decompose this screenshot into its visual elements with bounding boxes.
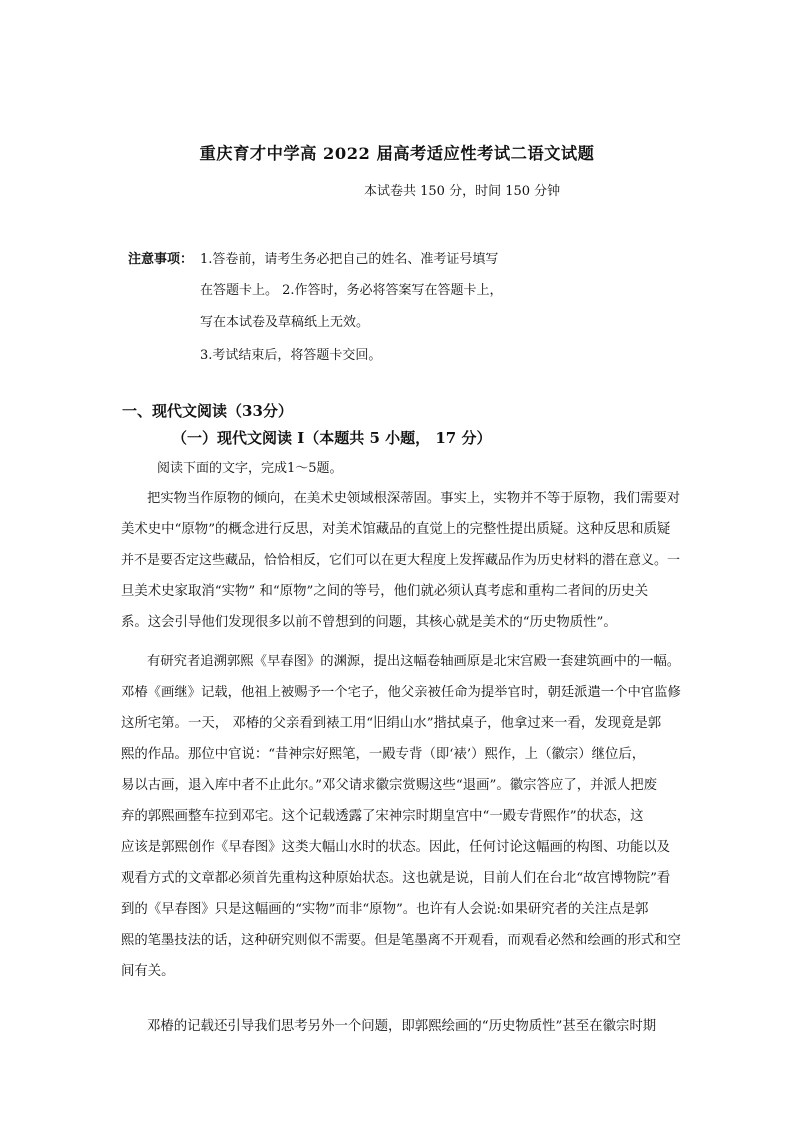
paragraph-line: 邓椿的记载还引导我们思考另外一个问题，即郭熙绘画的“历史物质性”甚至在徽宗时期 xyxy=(147,1019,657,1034)
paragraph-line: 易以古画，退入库中者不止此尔。”邓父请求徽宗赏赐这些“退画”。徽宗答应了，并派人把废 xyxy=(121,778,658,793)
notice-label: 注意事项： xyxy=(128,252,194,267)
paragraph-line: 弃的郭熙画整车拉到邓宅。这个记载透露了宋神宗时期皇宫中“一殿专背熙作”的状态，这 xyxy=(121,809,644,824)
notice-line: 在答题卡上。 2.作答时，务必将答案写在答题卡上， xyxy=(200,283,503,298)
paragraph-line: 应该是郭熙创作《早春图》这类大幅山水时的状态。因此，任何讨论这幅画的构图、功能以及 xyxy=(121,840,671,855)
exam-info: 本试卷共 150 分，时间 150 分钟 xyxy=(364,184,561,199)
reading-instruction: 阅读下面的文字，完成1～5题。 xyxy=(157,461,343,476)
paragraph-line: 熙的作品。那位中官说：“昔神宗好熙笔，一殿专背（即‘裱’）熙作，上（徽宗）继位后， xyxy=(121,747,646,762)
paragraph-line: 到的《早春图》只是这幅画的“实物”而非“原物”。也许有人会说:如果研究者的关注点是郭 xyxy=(121,902,649,917)
paragraph-line: 熙的笔墨技法的话，这种研究则似不需要。但是笔墨离不开观看，而观看必然和绘画的形式和空 xyxy=(121,933,681,948)
section-heading: 一、现代文阅读（33分） xyxy=(122,402,293,420)
paragraph-line: 系。这会引导他们发现很多以前不曾想到的问题，其核心就是美术的“历史物质性”。 xyxy=(121,615,617,630)
paragraph-line: 并不是要否定这些藏品，恰恰相反，它们可以在更大程度上发挥藏品作为历史材料的潜在意义。一 xyxy=(121,553,681,568)
paragraph-line: 这所宅第。一天， 邓椿的父亲看到裱工用“旧绢山水”揩拭桌子，他拿过来一看，发现竟是郭 xyxy=(121,716,662,731)
paragraph-line: 美术史中“原物”的概念进行反思，对美术馆藏品的直觉上的完整性提出质疑。这种反思和质疑 xyxy=(121,522,671,537)
notice-line: 3.考试结束后，将答题卡交回。 xyxy=(200,348,382,363)
notice-line: 写在本试卷及草稿纸上无效。 xyxy=(200,315,370,330)
paragraph-line: 观看方式的文章都必须首先重构这种原始状态。这也就是说，目前人们在台北“故宫博物院”看 xyxy=(121,871,671,886)
page-title: 重庆育才中学高 2022 届高考适应性考试二语文试题 xyxy=(199,144,595,163)
paragraph-line: 间有关。 xyxy=(121,964,175,979)
paragraph-line: 邓椿《画继》记载，他祖上被赐予一个宅子，他父亲被任命为提举官时，朝廷派遣一个中官监修 xyxy=(121,685,681,700)
paragraph-line: 把实物当作原物的倾向，在美术史领域根深蒂固。事实上，实物并不等于原物，我们需要对 xyxy=(147,491,681,506)
paragraph-line: 旦美术史家取消“实物” 和“原物”之间的等号，他们就必须认真考虑和重构二者间的历史关 xyxy=(121,584,649,599)
section-subheading: （一）现代文阅读 I（本题共 5 小题， 17 分） xyxy=(172,429,492,447)
notice-line: 1.答卷前，请考生务必把自己的姓名、准考证号填写 xyxy=(200,252,499,267)
paragraph-line: 有研究者追溯郭熙《早春图》的渊源，提出这幅卷轴画原是北宋宫殿一套建筑画中的一幅。 xyxy=(147,654,681,669)
